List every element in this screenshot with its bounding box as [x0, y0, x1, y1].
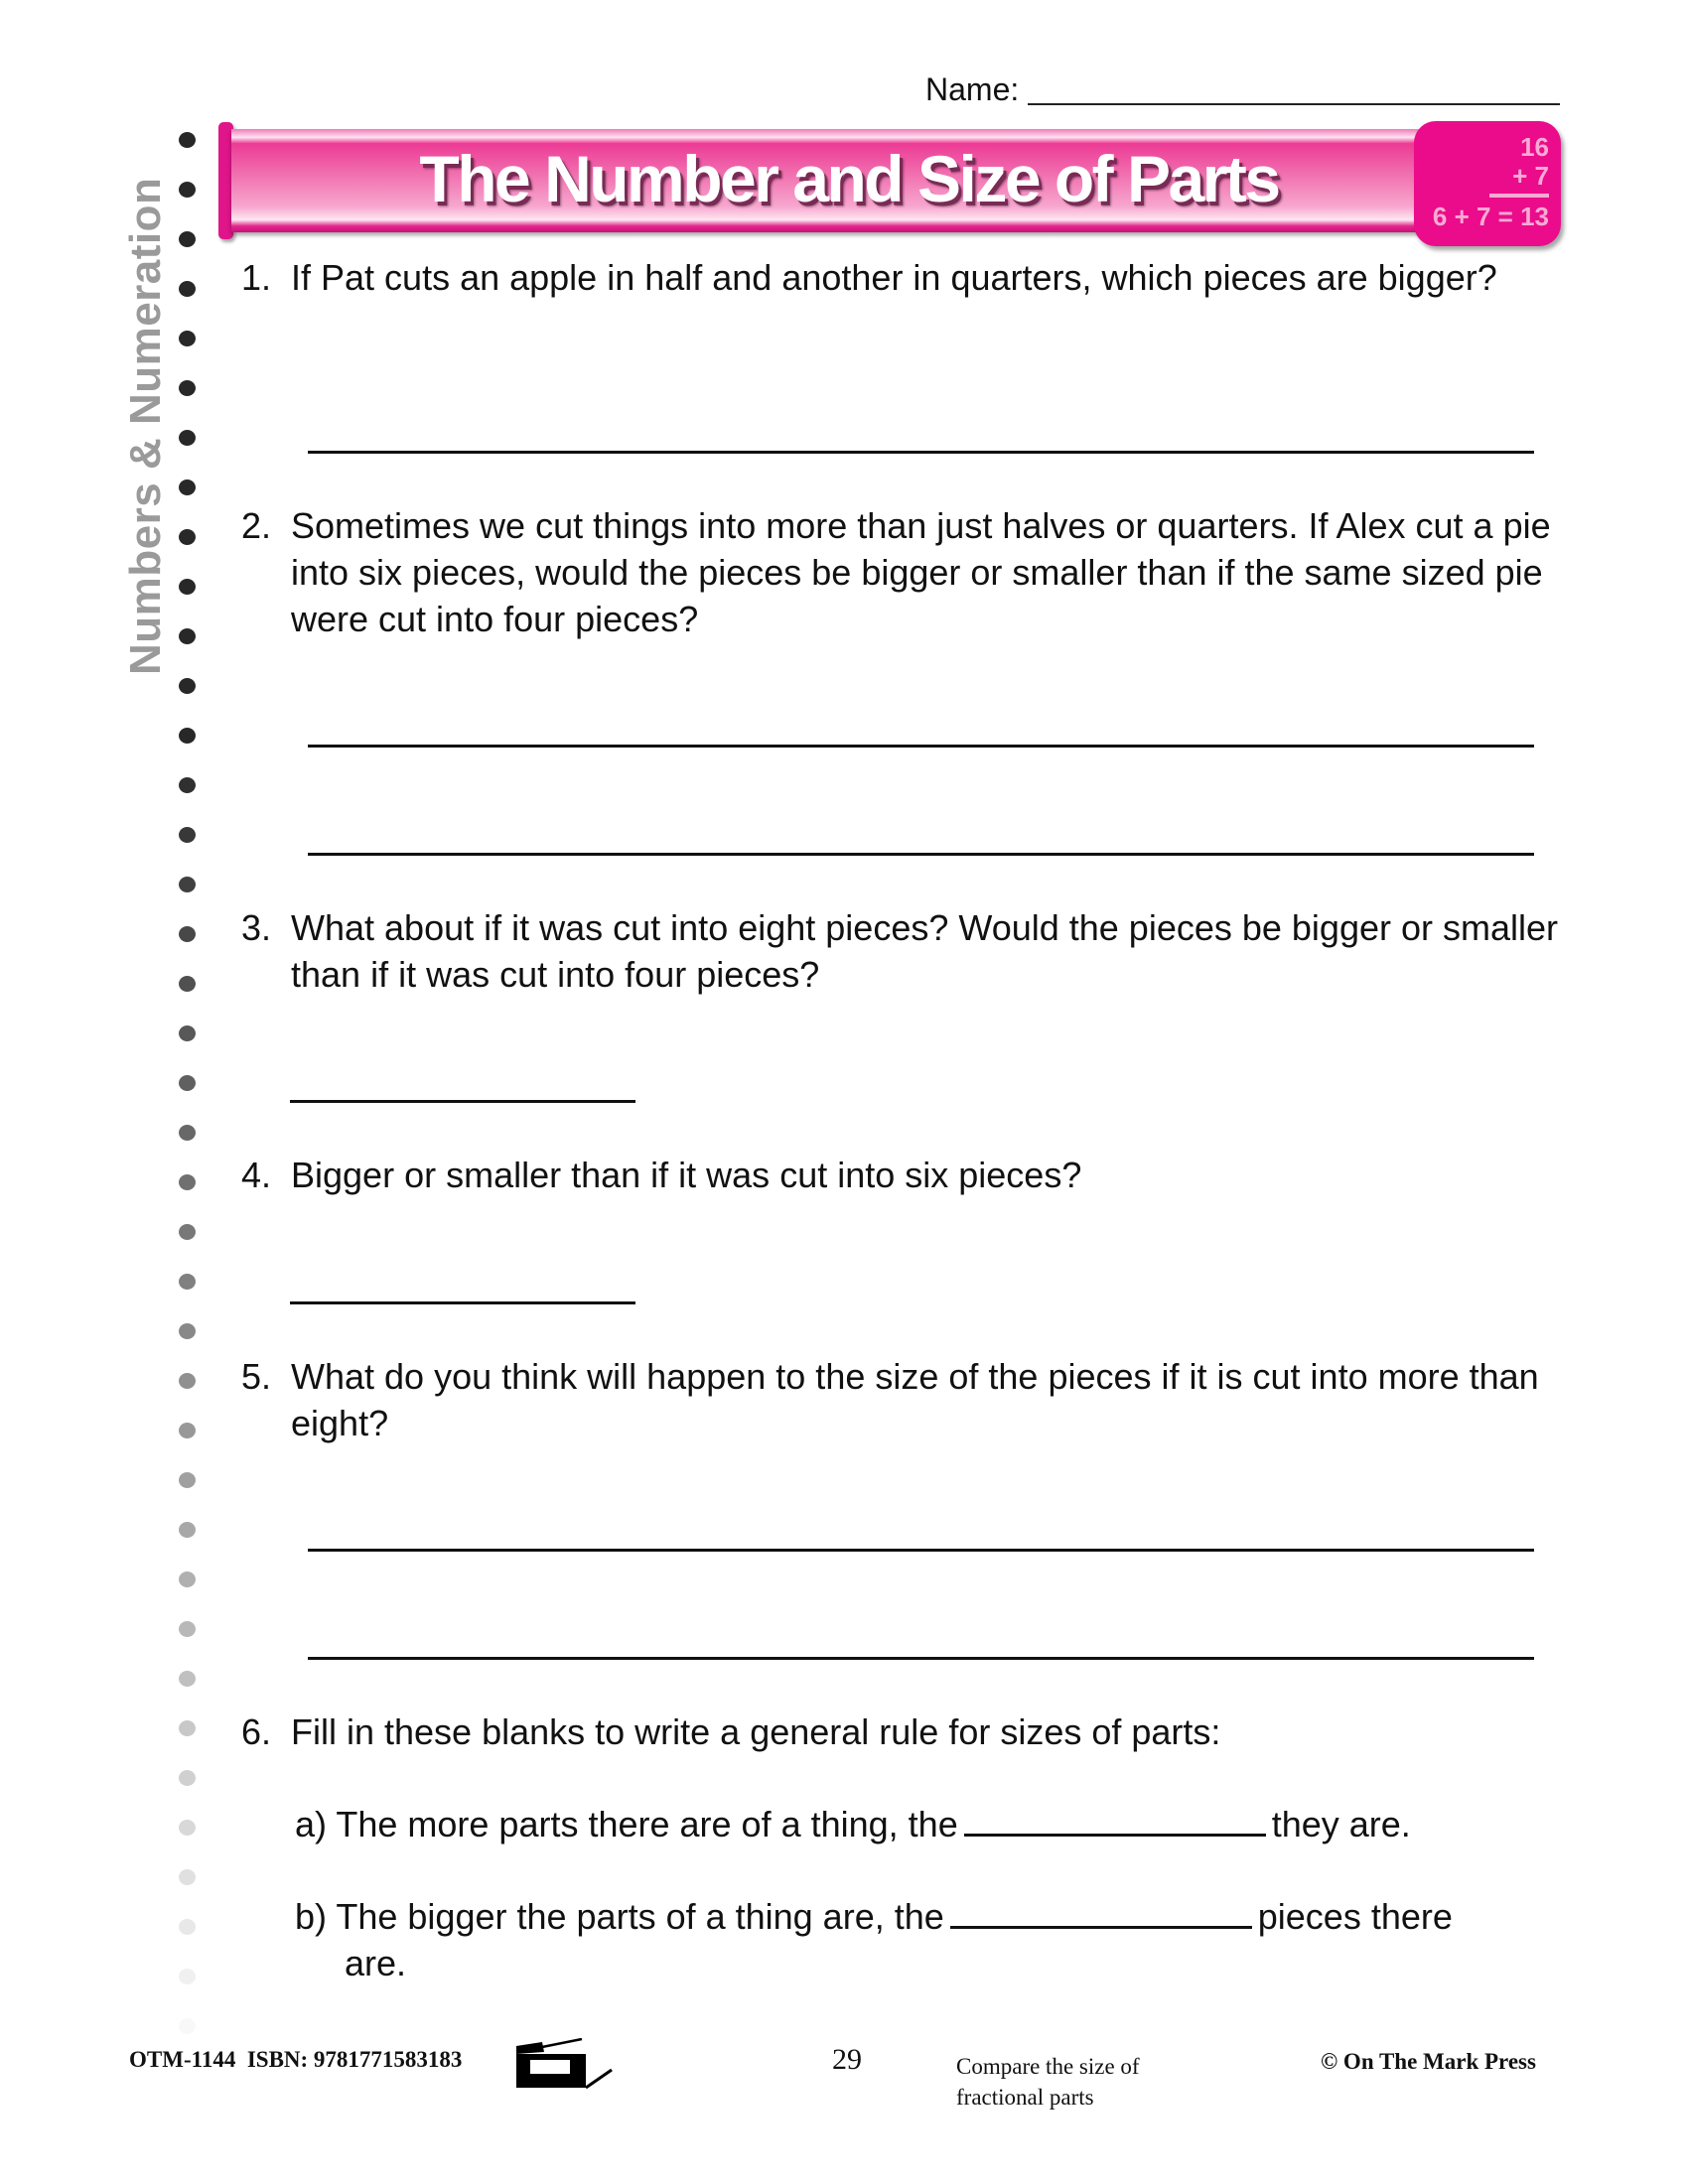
- binder-dot: [179, 479, 196, 495]
- binder-dot: [179, 1671, 196, 1687]
- math-icon-line-1: 16: [1520, 132, 1549, 162]
- binder-dot: [179, 1869, 196, 1885]
- rule-b-blank[interactable]: [950, 1896, 1252, 1929]
- binder-dot: [179, 926, 196, 942]
- name-label: Name:: [925, 71, 1020, 107]
- binder-dot: [179, 1323, 196, 1339]
- binder-dot: [179, 1075, 196, 1091]
- question-text: Bigger or smaller than if it was cut into six pieces?: [291, 1155, 1082, 1195]
- question-number: 5.: [241, 1356, 272, 1397]
- answer-line-4[interactable]: [290, 1301, 635, 1304]
- binder-dot: [179, 1274, 196, 1290]
- description-line-2: fractional parts: [956, 2085, 1094, 2110]
- math-icon-line-2: + 7: [1512, 161, 1549, 191]
- binder-dot: [179, 777, 196, 793]
- answer-line-5b[interactable]: [308, 1657, 1534, 1660]
- rule-a-blank[interactable]: [964, 1804, 1266, 1837]
- photocopier-icon: [514, 2038, 614, 2090]
- question-2: [241, 502, 1592, 651]
- name-input-line[interactable]: [1028, 103, 1560, 105]
- binder-dot: [179, 678, 196, 694]
- binder-dot: [179, 1621, 196, 1637]
- answer-line-1[interactable]: [308, 451, 1534, 454]
- binder-dot: [179, 1025, 196, 1041]
- math-icon-line-3: 6 + 7 = 13: [1432, 202, 1549, 231]
- question-text: What do you think will happen to the size of the pieces if it is cut into more than eight?: [291, 1356, 1539, 1443]
- answer-line-2b[interactable]: [308, 853, 1534, 856]
- binder-dot: [179, 1919, 196, 1935]
- binder-dot: [179, 877, 196, 892]
- rule-b-continuation: are.: [345, 1943, 407, 1983]
- binder-dot: [179, 331, 196, 346]
- side-section-label: Numbers & Numeration: [121, 177, 170, 675]
- rule-b: [295, 1893, 1453, 1940]
- question-1: [241, 254, 1592, 353]
- binder-dot: [179, 1423, 196, 1438]
- binder-dot: [179, 1373, 196, 1389]
- question-number: 2.: [241, 505, 272, 546]
- rule-letter: a): [295, 1804, 328, 1844]
- rule-letter: b): [295, 1896, 328, 1937]
- math-icon-rule: [1489, 194, 1549, 198]
- question-number: 6.: [241, 1711, 272, 1752]
- binder-dot: [179, 1571, 196, 1587]
- rule-text-before: The bigger the parts of a thing are, the: [336, 1896, 944, 1937]
- question-text: If Pat cuts an apple in half and another in quarters, which pieces are bigger?: [291, 257, 1497, 298]
- question-text: Fill in these blanks to write a general rule for sizes of parts:: [291, 1711, 1221, 1752]
- rule-text-before: The more parts there are of a thing, the: [336, 1804, 958, 1844]
- answer-line-3[interactable]: [290, 1100, 635, 1103]
- description-line-1: Compare the size of: [956, 2054, 1140, 2079]
- binder-dot: [179, 1522, 196, 1538]
- binder-dot: [179, 1820, 196, 1836]
- binder-dot: [179, 1174, 196, 1190]
- product-code-isbn: OTM-1144 ISBN: 9781771583183: [129, 2047, 463, 2072]
- rule-a: [295, 1801, 1411, 1847]
- binder-dot: [179, 281, 196, 297]
- binder-dot: [179, 579, 196, 595]
- rule-text-after: they are.: [1271, 1804, 1411, 1844]
- math-addition-icon: [1414, 121, 1561, 246]
- binder-dot: [179, 529, 196, 545]
- binder-dot: [179, 628, 196, 644]
- binder-dot: [179, 1125, 196, 1141]
- binder-dot: [179, 827, 196, 843]
- rule-text-after: pieces there: [1257, 1896, 1453, 1937]
- question-number: 1.: [241, 257, 272, 298]
- binder-dot: [179, 1969, 196, 1984]
- copyright: © On The Mark Press: [1321, 2049, 1536, 2074]
- binder-dot: [179, 430, 196, 446]
- question-3: [241, 904, 1592, 1004]
- binder-dot: [179, 1720, 196, 1736]
- binder-dot: [179, 231, 196, 247]
- binder-dot: [179, 132, 196, 148]
- question-text: Sometimes we cut things into more than just halves or quarters. If Alex cut a pie into six pieces, would the pieces be bigger or smaller than if the same sized pie were cut into four pieces?: [291, 505, 1551, 639]
- binder-dot: [179, 1472, 196, 1488]
- binder-dot: [179, 728, 196, 744]
- question-number: 3.: [241, 907, 272, 948]
- question-5: [241, 1353, 1592, 1452]
- page-title: The Number and Size of Parts: [419, 142, 1279, 215]
- answer-line-5a[interactable]: [308, 1549, 1534, 1552]
- binder-dots: [179, 132, 197, 2048]
- question-text: What about if it was cut into eight pieces? Would the pieces be bigger or smaller than if it was cut into four pieces?: [291, 907, 1559, 995]
- binder-dot: [179, 182, 196, 198]
- binder-dot: [179, 1224, 196, 1240]
- binder-dot: [179, 380, 196, 396]
- answer-line-2a[interactable]: [308, 745, 1534, 748]
- question-4: [241, 1152, 1592, 1201]
- page-description: [956, 2051, 1140, 2113]
- question-number: 4.: [241, 1155, 272, 1195]
- binder-dot: [179, 1770, 196, 1786]
- binder-dot: [179, 2018, 196, 2034]
- question-6: [241, 1708, 1592, 1758]
- binder-dot: [179, 976, 196, 992]
- page-number: 29: [832, 2043, 862, 2076]
